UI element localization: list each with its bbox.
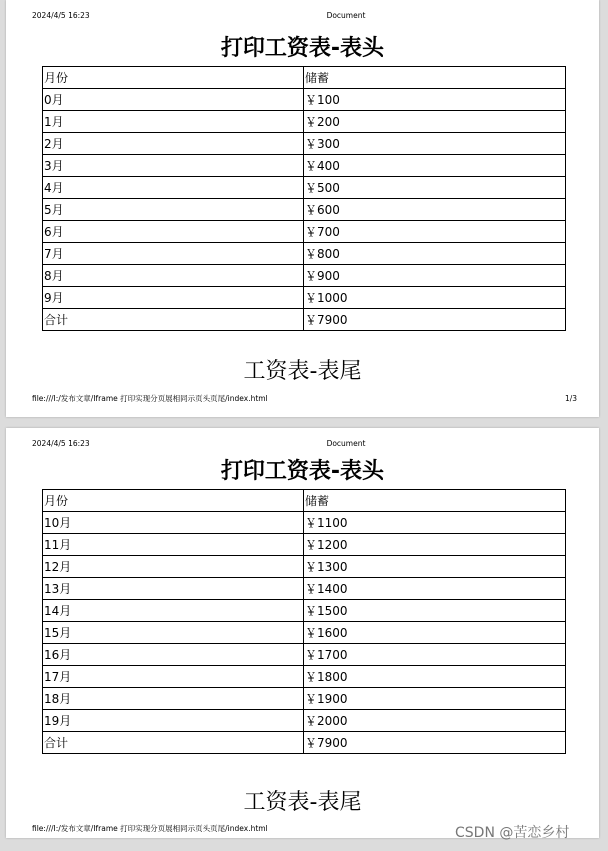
column-header-savings: 储蓄 (304, 67, 566, 89)
savings-cell: ￥600 (304, 199, 566, 221)
table-header-row (43, 67, 566, 89)
page-header-datetime: 2024/4/5 16:23 (32, 11, 90, 20)
savings-cell: ￥1900 (304, 688, 566, 710)
savings-cell: ￥200 (304, 111, 566, 133)
table-row (43, 89, 566, 111)
table-row (43, 265, 566, 287)
table-row (43, 155, 566, 177)
page-header-document-title: Document (326, 439, 366, 448)
total-value-cell: ￥7900 (304, 732, 566, 754)
page-footer-file-path: file:///I:/发布文章/Iframe 打印实现分页展相同示页头页尾/index.html (32, 824, 268, 833)
page-footer-file-path: file:///I:/发布文章/Iframe 打印实现分页展相同示页头页尾/index.html (32, 394, 268, 403)
month-cell: 17月 (43, 666, 304, 688)
print-preview-page-2 (6, 428, 599, 838)
month-cell: 13月 (43, 578, 304, 600)
table-row (43, 512, 566, 534)
table-row (43, 199, 566, 221)
salary-table-footer-heading: 工资表-表尾 (243, 790, 362, 815)
savings-cell: ￥1000 (304, 287, 566, 309)
savings-cell: ￥400 (304, 155, 566, 177)
table-row (43, 600, 566, 622)
savings-cell: ￥1500 (304, 600, 566, 622)
page-footer-page-number: 1/3 (565, 394, 578, 403)
month-cell: 16月 (43, 644, 304, 666)
savings-cell: ￥1200 (304, 534, 566, 556)
table-header-row (43, 490, 566, 512)
month-cell: 12月 (43, 556, 304, 578)
month-cell: 14月 (43, 600, 304, 622)
month-cell: 0月 (43, 89, 304, 111)
total-label-cell: 合计 (43, 309, 304, 331)
month-cell: 2月 (43, 133, 304, 155)
table-row (43, 622, 566, 644)
total-label-cell: 合计 (43, 732, 304, 754)
month-cell: 3月 (43, 155, 304, 177)
salary-table (42, 489, 566, 754)
table-row (43, 133, 566, 155)
table-row (43, 243, 566, 265)
salary-table-heading: 打印工资表-表头 (220, 36, 385, 61)
savings-cell: ￥500 (304, 177, 566, 199)
table-row (43, 221, 566, 243)
savings-cell: ￥2000 (304, 710, 566, 732)
savings-cell: ￥300 (304, 133, 566, 155)
column-header-month: 月份 (43, 67, 304, 89)
page-header-datetime: 2024/4/5 16:23 (32, 439, 90, 448)
total-value-cell: ￥7900 (304, 309, 566, 331)
table-row (43, 666, 566, 688)
savings-cell: ￥800 (304, 243, 566, 265)
month-cell: 5月 (43, 199, 304, 221)
month-cell: 6月 (43, 221, 304, 243)
month-cell: 19月 (43, 710, 304, 732)
savings-cell: ￥900 (304, 265, 566, 287)
month-cell: 15月 (43, 622, 304, 644)
salary-table-heading: 打印工资表-表头 (220, 459, 385, 484)
page-header-document-title: Document (326, 11, 366, 20)
savings-cell: ￥1400 (304, 578, 566, 600)
csdn-watermark: CSDN @苦恋乡村 (455, 825, 570, 841)
month-cell: 8月 (43, 265, 304, 287)
savings-cell: ￥1800 (304, 666, 566, 688)
table-row (43, 287, 566, 309)
month-cell: 11月 (43, 534, 304, 556)
month-cell: 1月 (43, 111, 304, 133)
table-row (43, 578, 566, 600)
table-row (43, 556, 566, 578)
month-cell: 18月 (43, 688, 304, 710)
table-row (43, 644, 566, 666)
salary-table-footer-heading: 工资表-表尾 (243, 359, 362, 384)
print-preview-page-1 (6, 0, 599, 417)
table-total-row (43, 732, 566, 754)
table-row (43, 688, 566, 710)
savings-cell: ￥1700 (304, 644, 566, 666)
month-cell: 4月 (43, 177, 304, 199)
savings-cell: ￥100 (304, 89, 566, 111)
table-row (43, 534, 566, 556)
month-cell: 10月 (43, 512, 304, 534)
savings-cell: ￥1600 (304, 622, 566, 644)
savings-cell: ￥700 (304, 221, 566, 243)
month-cell: 7月 (43, 243, 304, 265)
savings-cell: ￥1300 (304, 556, 566, 578)
month-cell: 9月 (43, 287, 304, 309)
column-header-month: 月份 (43, 490, 304, 512)
savings-cell: ￥1100 (304, 512, 566, 534)
table-row (43, 111, 566, 133)
column-header-savings: 储蓄 (304, 490, 566, 512)
table-row (43, 177, 566, 199)
table-total-row (43, 309, 566, 331)
salary-table (42, 66, 566, 331)
table-row (43, 710, 566, 732)
